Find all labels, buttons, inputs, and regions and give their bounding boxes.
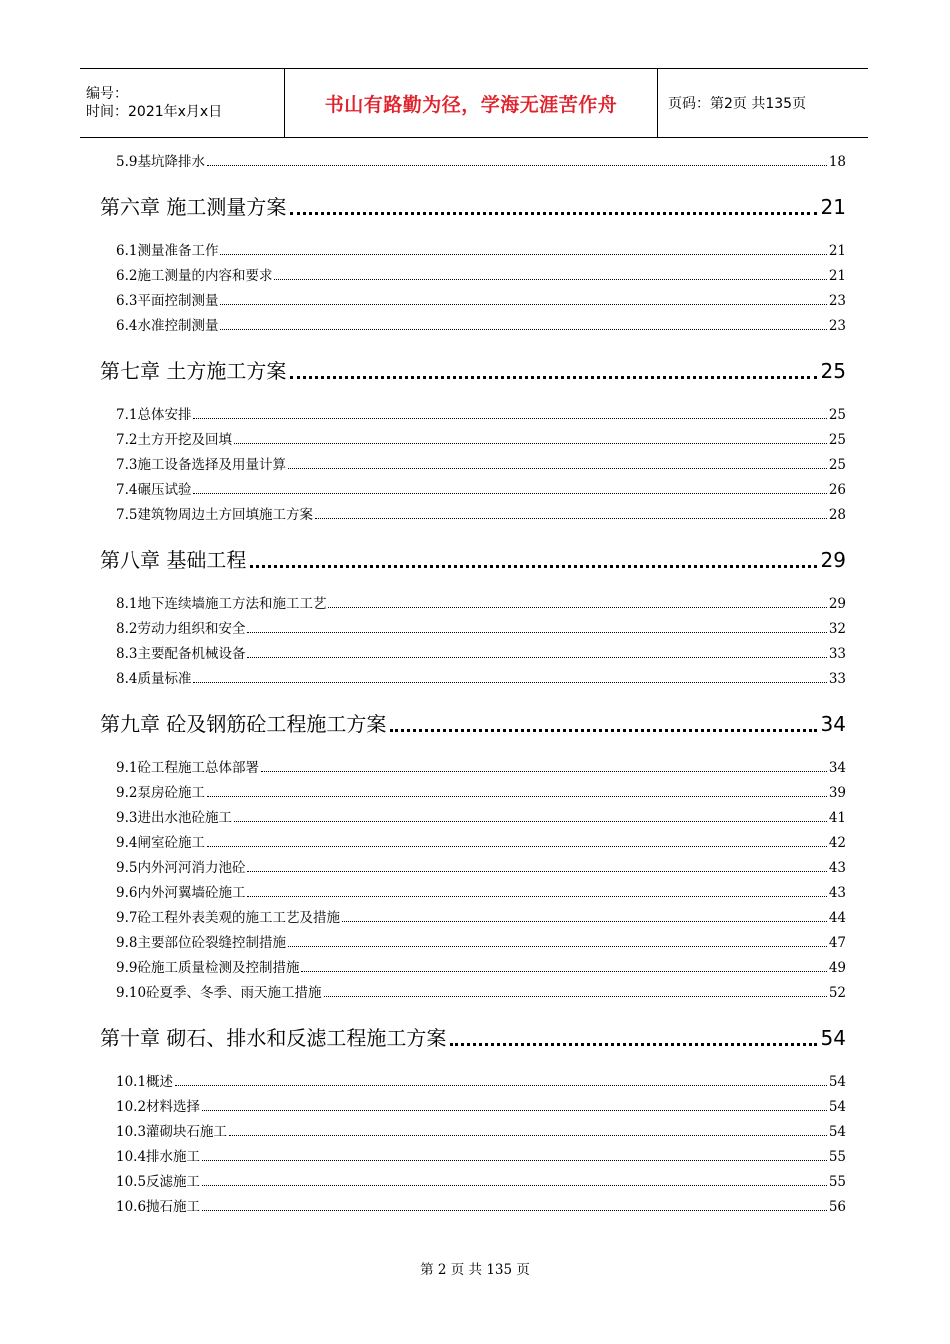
dot-leader	[193, 493, 826, 494]
toc-entry-title: 9.8主要部位砼裂缝控制措施	[116, 935, 286, 951]
toc-section-entry[interactable]	[100, 931, 846, 956]
toc-entry-title: 第六章 施工测量方案	[100, 195, 287, 219]
toc-section-entry[interactable]	[100, 806, 846, 831]
toc-section-entry[interactable]	[100, 1145, 846, 1170]
toc-entry-page: 39	[828, 785, 846, 801]
toc-entry-page: 44	[828, 910, 846, 926]
toc-entry-page: 25	[828, 457, 846, 473]
toc-entry-page: 34	[820, 712, 846, 736]
document-date: 时间：2021年x月x日	[86, 104, 223, 120]
toc-entry-page: 43	[828, 885, 846, 901]
dot-leader	[250, 565, 816, 568]
dot-leader	[247, 657, 826, 658]
toc-entry-title: 7.1总体安排	[116, 407, 192, 423]
dot-leader	[247, 896, 826, 897]
dot-leader	[175, 1085, 827, 1086]
toc-entry-title: 7.2土方开挖及回填	[116, 432, 232, 448]
toc-entry-title: 10.5反滤施工	[116, 1174, 201, 1190]
toc-entry-title: 6.1测量准备工作	[116, 243, 219, 259]
dot-leader	[328, 607, 826, 608]
toc-section-entry[interactable]	[100, 956, 846, 981]
toc-section-entry[interactable]	[100, 906, 846, 931]
toc-entry-page: 34	[828, 760, 846, 776]
dot-leader	[288, 468, 827, 469]
dot-leader	[301, 971, 826, 972]
toc-entry-page: 55	[828, 1149, 846, 1165]
toc-entry-page: 25	[828, 407, 846, 423]
toc-entry-title: 7.3施工设备选择及用量计算	[116, 457, 286, 473]
toc-entry-title: 9.1砼工程施工总体部署	[116, 760, 259, 776]
toc-section-entry[interactable]	[100, 831, 846, 856]
toc-section-entry[interactable]	[100, 1120, 846, 1145]
toc-section-entry[interactable]	[100, 617, 846, 642]
toc-entry-page: 23	[828, 318, 846, 334]
toc-chapter-entry[interactable]	[100, 1020, 846, 1056]
document-number: 编号：	[86, 86, 128, 102]
toc-entry-page: 21	[828, 268, 846, 284]
toc-chapter-entry[interactable]	[100, 706, 846, 742]
dot-leader	[234, 443, 827, 444]
dot-leader	[202, 1210, 827, 1211]
dot-leader	[290, 212, 816, 215]
toc-entry-title: 6.4水准控制测量	[116, 318, 219, 334]
dot-leader	[207, 846, 827, 847]
toc-section-entry[interactable]	[100, 150, 846, 175]
toc-section-entry[interactable]	[100, 781, 846, 806]
toc-section-entry[interactable]	[100, 981, 846, 1006]
toc-entry-page: 47	[828, 935, 846, 951]
toc-section-entry[interactable]	[100, 503, 846, 528]
toc-entry-title: 9.5内外河河消力池砼	[116, 860, 246, 876]
toc-section-entry[interactable]	[100, 478, 846, 503]
header-page-cell	[658, 69, 868, 137]
dot-leader	[288, 946, 827, 947]
toc-entry-title: 10.4排水施工	[116, 1149, 201, 1165]
toc-entry-page: 28	[828, 507, 846, 523]
toc-entry-title: 7.5建筑物周边土方回填施工方案	[116, 507, 313, 523]
toc-entry-page: 54	[828, 1124, 846, 1140]
page-indicator: 页码：第2页 共135页	[668, 96, 807, 112]
toc-entry-title: 8.1地下连续墙施工方法和施工工艺	[116, 596, 327, 612]
toc-entry-title: 6.2施工测量的内容和要求	[116, 268, 273, 284]
toc-entry-title: 9.9砼施工质量检测及控制措施	[116, 960, 300, 976]
page-footer: 第 2 页 共 135 页	[420, 1262, 530, 1278]
toc-entry-page: 25	[820, 359, 846, 383]
toc-entry-title: 10.6抛石施工	[116, 1199, 201, 1215]
toc-entry-page: 54	[828, 1099, 846, 1115]
toc-entry-title: 9.7砼工程外表美观的施工工艺及措施	[116, 910, 340, 926]
toc-entry-page: 29	[820, 548, 846, 572]
toc-entry-title: 8.2劳动力组织和安全	[116, 621, 246, 637]
toc-entry-page: 49	[828, 960, 846, 976]
toc-entry-page: 18	[828, 154, 846, 170]
toc-section-entry[interactable]	[100, 881, 846, 906]
toc-entry-title: 9.10砼夏季、冬季、雨天施工措施	[116, 985, 322, 1001]
header-meta	[80, 69, 285, 137]
toc-section-entry[interactable]	[100, 592, 846, 617]
dot-leader	[247, 632, 826, 633]
toc-entry-page: 23	[828, 293, 846, 309]
dot-leader	[220, 254, 826, 255]
dot-leader	[229, 1135, 827, 1136]
toc-section-entry[interactable]	[100, 756, 846, 781]
toc-entry-page: 29	[828, 596, 846, 612]
toc-entry-title: 9.4闸室砼施工	[116, 835, 205, 851]
toc-entry-page: 56	[828, 1199, 846, 1215]
toc-section-entry[interactable]	[100, 1170, 846, 1195]
toc-section-entry[interactable]	[100, 289, 846, 314]
dot-leader	[202, 1160, 827, 1161]
dot-leader	[315, 518, 827, 519]
toc-entry-title: 6.3平面控制测量	[116, 293, 219, 309]
toc-section-entry[interactable]	[100, 264, 846, 289]
dot-leader	[207, 165, 827, 166]
toc-entry-page: 32	[828, 621, 846, 637]
toc-entry-title: 10.2材料选择	[116, 1099, 201, 1115]
toc-entry-title: 10.1概述	[116, 1074, 174, 1090]
toc-section-entry[interactable]	[100, 1195, 846, 1220]
toc-entry-page: 41	[828, 810, 846, 826]
page-header	[80, 68, 868, 138]
toc-entry-page: 54	[828, 1074, 846, 1090]
toc-entry-page: 33	[828, 646, 846, 662]
toc-entry-title: 7.4碾压试验	[116, 482, 192, 498]
toc-entry-page: 21	[820, 195, 846, 219]
dot-leader	[342, 921, 827, 922]
toc-entry-title: 9.2泵房砼施工	[116, 785, 205, 801]
dot-leader	[390, 729, 816, 732]
toc-entry-title: 5.9基坑降排水	[116, 154, 205, 170]
toc-section-entry[interactable]	[100, 856, 846, 881]
dot-leader	[202, 1110, 827, 1111]
dot-leader	[220, 329, 826, 330]
toc-entry-title: 9.3进出水池砼施工	[116, 810, 232, 826]
toc-entry-title: 10.3灌砌块石施工	[116, 1124, 228, 1140]
dot-leader	[290, 376, 816, 379]
toc-entry-page: 54	[820, 1026, 846, 1050]
toc-section-entry[interactable]	[100, 1095, 846, 1120]
toc-entry-page: 55	[828, 1174, 846, 1190]
toc-chapter-entry[interactable]	[100, 542, 846, 578]
header-motto-cell	[285, 69, 658, 137]
dot-leader	[450, 1043, 816, 1046]
table-of-contents	[100, 150, 846, 1220]
toc-entry-title: 第十章 砌石、排水和反滤工程施工方案	[100, 1026, 447, 1050]
toc-entry-title: 第九章 砼及钢筋砼工程施工方案	[100, 712, 387, 736]
toc-entry-page: 52	[828, 985, 846, 1001]
dot-leader	[261, 771, 827, 772]
toc-entry-page: 43	[828, 860, 846, 876]
toc-entry-page: 25	[828, 432, 846, 448]
dot-leader	[220, 304, 826, 305]
dot-leader	[247, 871, 826, 872]
dot-leader	[234, 821, 827, 822]
toc-entry-page: 26	[828, 482, 846, 498]
toc-entry-title: 9.6内外河翼墙砼施工	[116, 885, 246, 901]
toc-entry-title: 第七章 土方施工方案	[100, 359, 287, 383]
toc-entry-page: 33	[828, 671, 846, 687]
toc-entry-title: 8.4质量标准	[116, 671, 192, 687]
toc-section-entry[interactable]	[100, 1070, 846, 1095]
dot-leader	[193, 418, 826, 419]
dot-leader	[274, 279, 826, 280]
toc-section-entry[interactable]	[100, 453, 846, 478]
toc-chapter-entry[interactable]	[100, 189, 846, 225]
dot-leader	[324, 996, 827, 997]
dot-leader	[202, 1185, 827, 1186]
toc-section-entry[interactable]	[100, 667, 846, 692]
toc-section-entry[interactable]	[100, 428, 846, 453]
dot-leader	[193, 682, 826, 683]
toc-entry-title: 8.3主要配备机械设备	[116, 646, 246, 662]
toc-section-entry[interactable]	[100, 403, 846, 428]
toc-entry-page: 21	[828, 243, 846, 259]
toc-entry-page: 42	[828, 835, 846, 851]
toc-entry-title: 第八章 基础工程	[100, 548, 247, 572]
toc-section-entry[interactable]	[100, 314, 846, 339]
toc-chapter-entry[interactable]	[100, 353, 846, 389]
dot-leader	[207, 796, 827, 797]
toc-section-entry[interactable]	[100, 642, 846, 667]
toc-section-entry[interactable]	[100, 239, 846, 264]
motto: 书山有路勤为径，学海无涯苦作舟	[324, 93, 618, 116]
